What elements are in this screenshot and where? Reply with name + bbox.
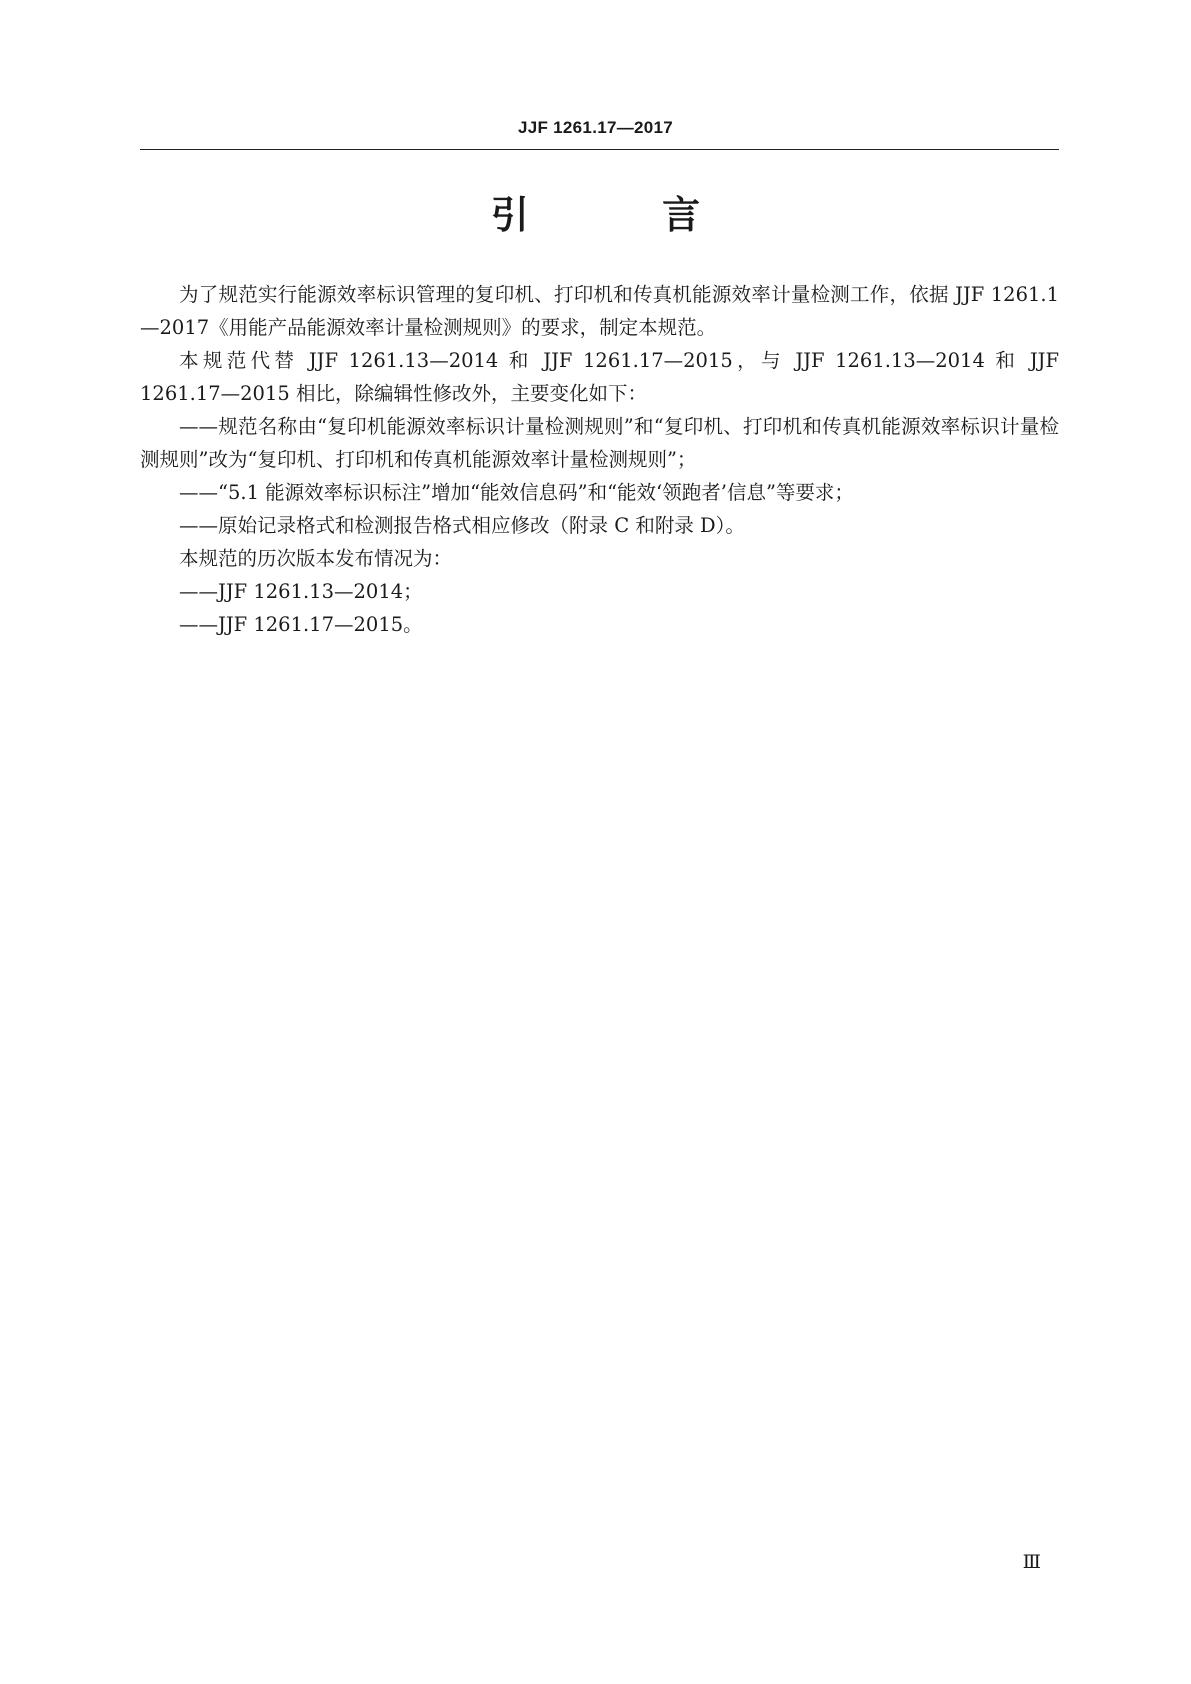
- change-item-label: ——“5.1 能源效率标识标注”增加“能效信息码”和“能效‘领跑者’信息”等要求；: [179, 481, 854, 504]
- history-item-2014: ——JJF 1261.13—2014；: [179, 580, 423, 603]
- document-code-header: JJF 1261.17—2017: [517, 118, 674, 137]
- introduction-body: [140, 278, 1059, 641]
- page-number: Ⅲ: [1022, 1551, 1041, 1573]
- change-item-name: ——规范名称由“复印机能源效率标识计量检测规则”和“复印机、打印机和传真机能源效率标识计量检测规则”改为“复印机、打印机和传真机能源效率计量检测规则”；: [140, 415, 1059, 471]
- history-item-2015: ——JJF 1261.17—2015。: [179, 613, 423, 636]
- paragraph-history: 本规范的历次版本发布情况为：: [179, 547, 453, 570]
- page-title: 引 言: [490, 193, 761, 237]
- paragraph-purpose: 为了规范实行能源效率标识管理的复印机、打印机和传真机能源效率计量检测工作，依据 JJF 1261.1—2017《用能产品能源效率计量检测规则》的要求，制定本规范。: [140, 283, 1059, 339]
- header-divider: [140, 149, 1059, 150]
- paragraph-replacement: 本规范代替 JJF 1261.13—2014 和 JJF 1261.17—2015，与 JJF 1261.13—2014 和 JJF 1261.17—2015 相比，除编辑性修改外，主要变化如下：: [140, 349, 1059, 405]
- change-item-format: ——原始记录格式和检测报告格式相应修改（附录 C 和附录 D）。: [179, 514, 745, 537]
